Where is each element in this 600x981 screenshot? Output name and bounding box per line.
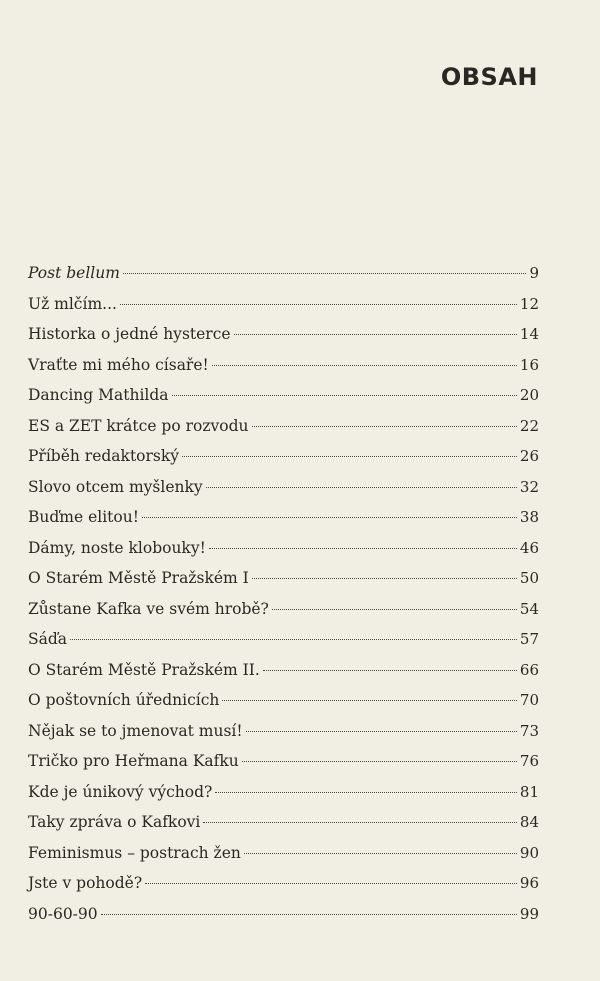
toc-entry [28,289,539,320]
toc-entry-page-number: 96 [519,874,539,892]
dot-leader [142,517,517,518]
toc-entry-title: O Starém Městě Pražském II. [28,660,260,679]
toc-entry [28,319,539,350]
dot-leader [101,914,517,915]
toc-entry [28,746,539,777]
toc-entry [28,685,539,716]
toc-entry-title: Jste v pohodě? [28,874,143,892]
toc-entry-title: Tričko pro Heřmana Kafku [28,752,239,770]
toc-entry [28,441,539,472]
toc-entry-page-number: 90 [519,843,539,862]
toc-entry [28,868,539,899]
toc-entry-page-number: 16 [519,355,539,374]
toc-entry-page-number: 84 [519,813,539,831]
dot-leader [272,609,517,610]
toc-entry-title: Už mlčím... [28,294,117,313]
toc-entry-title: Kde je únikový východ? [28,782,213,801]
toc-entry [28,411,539,442]
toc-entry-title: O poštovních úřednicích [28,691,220,709]
dot-leader [120,304,517,305]
toc-entry [28,258,539,289]
dot-leader [263,670,517,671]
dot-leader [145,883,517,884]
toc-entry-title: Příběh redaktorský [28,447,180,465]
dot-leader [172,395,517,396]
dot-leader [252,426,517,427]
dot-leader [234,334,517,335]
toc-entry-title: Historka o jedné hysterce [28,325,231,343]
toc-entry-page-number: 26 [519,447,539,465]
toc-entry-page-number: 76 [519,752,539,770]
toc-entry-page-number: 50 [519,569,539,587]
dot-leader [242,761,517,762]
toc-entry-title: 90-60-90 [28,904,98,923]
toc-entry-page-number: 73 [519,721,539,740]
toc-entry-title: ES a ZET krátce po rozvodu [28,416,249,435]
dot-leader [209,548,517,549]
toc-entry-page-number: 12 [519,294,539,313]
toc-entry [28,563,539,594]
toc-entry [28,594,539,625]
page-title: OBSAH [440,63,538,91]
toc-entry-page-number: 38 [519,508,539,526]
toc-entry-page-number: 66 [519,660,539,679]
toc-entry-title: Vraťte mi mého císaře! [28,355,209,374]
toc-entry [28,838,539,869]
dot-leader [203,822,517,823]
toc-entry-page-number: 57 [519,630,539,648]
toc-entry-title: Slovo otcem myšlenky [28,477,203,496]
toc-entry-title: Dancing Mathilda [28,386,169,404]
toc-entry [28,380,539,411]
dot-leader [215,792,517,793]
toc-entry-page-number: 70 [519,691,539,709]
toc-entry [28,716,539,747]
toc-entry-title: O Starém Městě Pražském I [28,569,249,587]
toc-entry-page-number: 32 [519,477,539,496]
dot-leader [182,456,517,457]
toc-entry-title: Dámy, noste klobouky! [28,538,206,557]
dot-leader [222,700,516,701]
toc-entry [28,899,539,930]
toc-entry [28,807,539,838]
dot-leader [244,853,517,854]
dot-leader [123,273,527,274]
toc-entry [28,533,539,564]
toc-entry-title: Taky zpráva o Kafkovi [28,813,201,831]
toc-entry-title: Zůstane Kafka ve svém hrobě? [28,599,269,618]
toc-entry-page-number: 81 [519,782,539,801]
toc-entry-title: Nějak se to jmenovat musí! [28,721,243,740]
toc-entry-page-number: 14 [519,325,539,343]
toc-entry [28,624,539,655]
toc-entry-title: Feminismus – postrach žen [28,843,241,862]
toc-entry [28,472,539,503]
dot-leader [70,639,517,640]
dot-leader [206,487,517,488]
dot-leader [212,365,517,366]
toc-entry-page-number: 99 [519,904,539,923]
toc-entry [28,655,539,686]
table-of-contents [28,258,539,929]
toc-entry [28,777,539,808]
toc-entry-title: Post bellum [28,264,120,282]
toc-entry-page-number: 54 [519,599,539,618]
toc-entry-title: Buďme elitou! [28,508,139,526]
toc-entry-page-number: 22 [519,416,539,435]
dot-leader [246,731,517,732]
toc-entry-title: Sáďa [28,630,68,648]
toc-entry-page-number: 20 [519,386,539,404]
toc-entry-page-number: 9 [529,264,539,282]
dot-leader [252,578,517,579]
toc-entry [28,502,539,533]
toc-entry [28,350,539,381]
toc-entry-page-number: 46 [519,538,539,557]
